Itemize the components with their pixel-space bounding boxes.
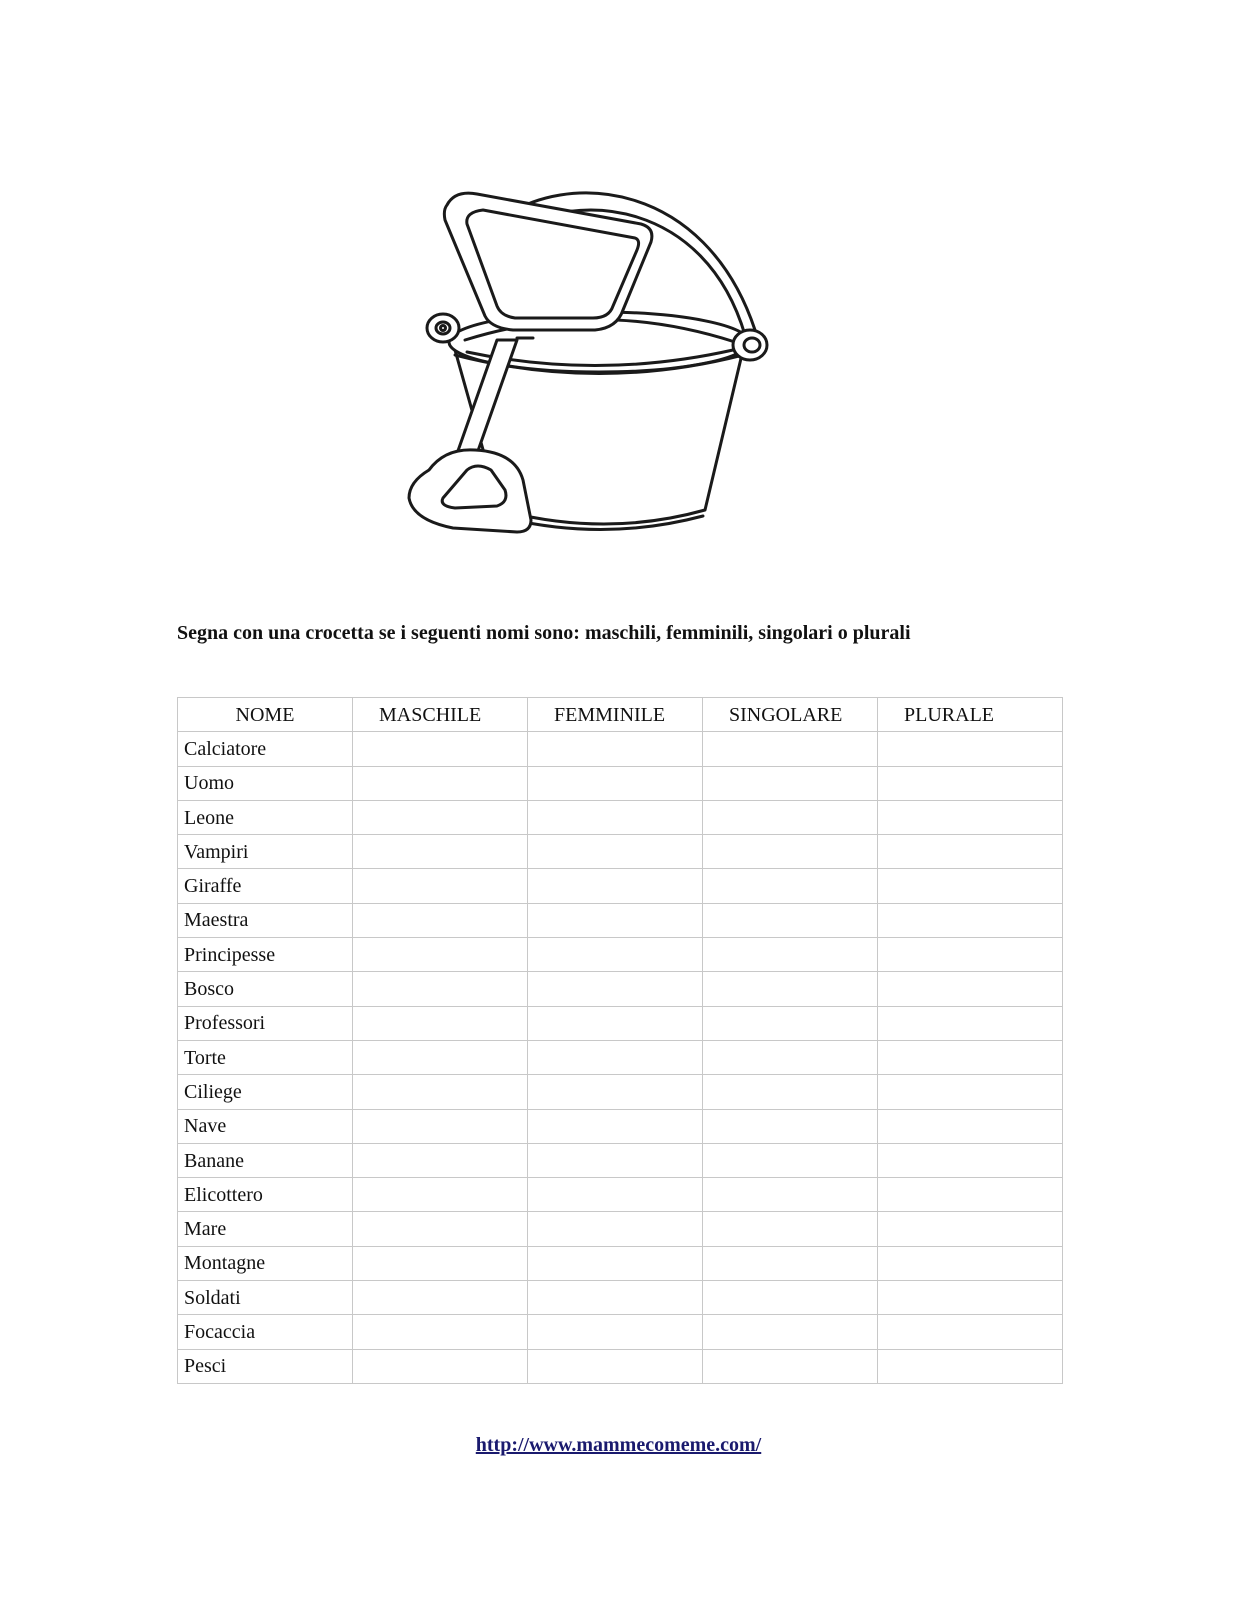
femminile-checkbox-cell[interactable] bbox=[528, 1143, 703, 1177]
maschile-checkbox-cell[interactable] bbox=[353, 1178, 528, 1212]
instruction-text: Segna con una crocetta se i seguenti nomi sono: maschili, femminili, singolari o plurali bbox=[177, 622, 911, 644]
footer-website-link[interactable]: http://www.mammecomeme.com/ bbox=[475, 1434, 762, 1456]
noun-cell: Professori bbox=[178, 1006, 353, 1040]
noun-cell: Bosco bbox=[178, 972, 353, 1006]
noun-cell: Elicottero bbox=[178, 1178, 353, 1212]
singolare-checkbox-cell[interactable] bbox=[703, 1349, 878, 1383]
header-plurale: PLURALE bbox=[878, 698, 1063, 732]
bucket-left-knob bbox=[427, 314, 459, 342]
noun-cell: Uomo bbox=[178, 766, 353, 800]
singolare-checkbox-cell[interactable] bbox=[703, 732, 878, 766]
maschile-checkbox-cell[interactable] bbox=[353, 1040, 528, 1074]
table-row bbox=[178, 732, 1063, 766]
femminile-checkbox-cell[interactable] bbox=[528, 1109, 703, 1143]
maschile-checkbox-cell[interactable] bbox=[353, 835, 528, 869]
table-row bbox=[178, 1212, 1063, 1246]
maschile-checkbox-cell[interactable] bbox=[353, 1315, 528, 1349]
femminile-checkbox-cell[interactable] bbox=[528, 1178, 703, 1212]
noun-cell: Calciatore bbox=[178, 732, 353, 766]
singolare-checkbox-cell[interactable] bbox=[703, 1212, 878, 1246]
table-row bbox=[178, 1281, 1063, 1315]
noun-cell: Nave bbox=[178, 1109, 353, 1143]
singolare-checkbox-cell[interactable] bbox=[703, 1178, 878, 1212]
table-row bbox=[178, 1109, 1063, 1143]
plurale-checkbox-cell[interactable] bbox=[878, 1143, 1063, 1177]
table-row bbox=[178, 1246, 1063, 1280]
femminile-checkbox-cell[interactable] bbox=[528, 1075, 703, 1109]
table-row bbox=[178, 835, 1063, 869]
noun-cell: Mare bbox=[178, 1212, 353, 1246]
plurale-checkbox-cell[interactable] bbox=[878, 766, 1063, 800]
table-row bbox=[178, 766, 1063, 800]
singolare-checkbox-cell[interactable] bbox=[703, 1281, 878, 1315]
plurale-checkbox-cell[interactable] bbox=[878, 869, 1063, 903]
table-row bbox=[178, 938, 1063, 972]
femminile-checkbox-cell[interactable] bbox=[528, 903, 703, 937]
noun-cell: Principesse bbox=[178, 938, 353, 972]
noun-cell: Torte bbox=[178, 1040, 353, 1074]
table-row bbox=[178, 869, 1063, 903]
maschile-checkbox-cell[interactable] bbox=[353, 800, 528, 834]
table-row bbox=[178, 1006, 1063, 1040]
plurale-checkbox-cell[interactable] bbox=[878, 1040, 1063, 1074]
table-row bbox=[178, 1315, 1063, 1349]
femminile-checkbox-cell[interactable] bbox=[528, 800, 703, 834]
maschile-checkbox-cell[interactable] bbox=[353, 1212, 528, 1246]
singolare-checkbox-cell[interactable] bbox=[703, 1315, 878, 1349]
plurale-checkbox-cell[interactable] bbox=[878, 835, 1063, 869]
maschile-checkbox-cell[interactable] bbox=[353, 766, 528, 800]
plurale-checkbox-cell[interactable] bbox=[878, 903, 1063, 937]
femminile-checkbox-cell[interactable] bbox=[528, 1246, 703, 1280]
femminile-checkbox-cell[interactable] bbox=[528, 1315, 703, 1349]
plurale-checkbox-cell[interactable] bbox=[878, 1246, 1063, 1280]
plurale-checkbox-cell[interactable] bbox=[878, 1212, 1063, 1246]
noun-cell: Giraffe bbox=[178, 869, 353, 903]
bucket-right-knob bbox=[733, 330, 767, 360]
noun-cell: Focaccia bbox=[178, 1315, 353, 1349]
table-row bbox=[178, 1178, 1063, 1212]
table-row bbox=[178, 800, 1063, 834]
maschile-checkbox-cell[interactable] bbox=[353, 1109, 528, 1143]
noun-cell: Maestra bbox=[178, 903, 353, 937]
maschile-checkbox-cell[interactable] bbox=[353, 732, 528, 766]
maschile-checkbox-cell[interactable] bbox=[353, 903, 528, 937]
singolare-checkbox-cell[interactable] bbox=[703, 766, 878, 800]
femminile-checkbox-cell[interactable] bbox=[528, 766, 703, 800]
header-femminile: FEMMINILE bbox=[528, 698, 703, 732]
singolare-checkbox-cell[interactable] bbox=[703, 1246, 878, 1280]
maschile-checkbox-cell[interactable] bbox=[353, 1006, 528, 1040]
femminile-checkbox-cell[interactable] bbox=[528, 1212, 703, 1246]
table-row bbox=[178, 1349, 1063, 1383]
table-row bbox=[178, 1143, 1063, 1177]
singolare-checkbox-cell[interactable] bbox=[703, 835, 878, 869]
singolare-checkbox-cell[interactable] bbox=[703, 1006, 878, 1040]
noun-cell: Vampiri bbox=[178, 835, 353, 869]
singolare-checkbox-cell[interactable] bbox=[703, 903, 878, 937]
maschile-checkbox-cell[interactable] bbox=[353, 1075, 528, 1109]
plurale-checkbox-cell[interactable] bbox=[878, 1075, 1063, 1109]
femminile-checkbox-cell[interactable] bbox=[528, 869, 703, 903]
noun-cell: Banane bbox=[178, 1143, 353, 1177]
plurale-checkbox-cell[interactable] bbox=[878, 1109, 1063, 1143]
maschile-checkbox-cell[interactable] bbox=[353, 1246, 528, 1280]
plurale-checkbox-cell[interactable] bbox=[878, 972, 1063, 1006]
plurale-checkbox-cell[interactable] bbox=[878, 800, 1063, 834]
femminile-checkbox-cell[interactable] bbox=[528, 1040, 703, 1074]
maschile-checkbox-cell[interactable] bbox=[353, 869, 528, 903]
femminile-checkbox-cell[interactable] bbox=[528, 732, 703, 766]
plurale-checkbox-cell[interactable] bbox=[878, 1349, 1063, 1383]
table-row bbox=[178, 1040, 1063, 1074]
femminile-checkbox-cell[interactable] bbox=[528, 1006, 703, 1040]
singolare-checkbox-cell[interactable] bbox=[703, 1040, 878, 1074]
plurale-checkbox-cell[interactable] bbox=[878, 1006, 1063, 1040]
femminile-checkbox-cell[interactable] bbox=[528, 1349, 703, 1383]
singolare-checkbox-cell[interactable] bbox=[703, 800, 878, 834]
maschile-checkbox-cell[interactable] bbox=[353, 1349, 528, 1383]
singolare-checkbox-cell[interactable] bbox=[703, 1109, 878, 1143]
noun-cell: Ciliege bbox=[178, 1075, 353, 1109]
femminile-checkbox-cell[interactable] bbox=[528, 835, 703, 869]
plurale-checkbox-cell[interactable] bbox=[878, 1178, 1063, 1212]
singolare-checkbox-cell[interactable] bbox=[703, 1143, 878, 1177]
noun-cell: Pesci bbox=[178, 1349, 353, 1383]
table-row bbox=[178, 1075, 1063, 1109]
noun-cell: Montagne bbox=[178, 1246, 353, 1280]
plurale-checkbox-cell[interactable] bbox=[878, 1281, 1063, 1315]
singolare-checkbox-cell[interactable] bbox=[703, 1075, 878, 1109]
maschile-checkbox-cell[interactable] bbox=[353, 1281, 528, 1315]
noun-classification-table bbox=[177, 697, 1063, 1384]
noun-cell: Leone bbox=[178, 800, 353, 834]
maschile-checkbox-cell[interactable] bbox=[353, 1143, 528, 1177]
bucket-and-shovel-illustration bbox=[405, 180, 780, 550]
maschile-checkbox-cell[interactable] bbox=[353, 972, 528, 1006]
table-row bbox=[178, 972, 1063, 1006]
femminile-checkbox-cell[interactable] bbox=[528, 938, 703, 972]
plurale-checkbox-cell[interactable] bbox=[878, 938, 1063, 972]
noun-cell: Soldati bbox=[178, 1281, 353, 1315]
plurale-checkbox-cell[interactable] bbox=[878, 732, 1063, 766]
plurale-checkbox-cell[interactable] bbox=[878, 1315, 1063, 1349]
header-singolare: SINGOLARE bbox=[703, 698, 878, 732]
femminile-checkbox-cell[interactable] bbox=[528, 972, 703, 1006]
maschile-checkbox-cell[interactable] bbox=[353, 938, 528, 972]
header-nome: NOME bbox=[178, 698, 353, 732]
singolare-checkbox-cell[interactable] bbox=[703, 938, 878, 972]
singolare-checkbox-cell[interactable] bbox=[703, 972, 878, 1006]
header-maschile: MASCHILE bbox=[353, 698, 528, 732]
table-header-row bbox=[178, 698, 1063, 732]
table-row bbox=[178, 903, 1063, 937]
femminile-checkbox-cell[interactable] bbox=[528, 1281, 703, 1315]
singolare-checkbox-cell[interactable] bbox=[703, 869, 878, 903]
